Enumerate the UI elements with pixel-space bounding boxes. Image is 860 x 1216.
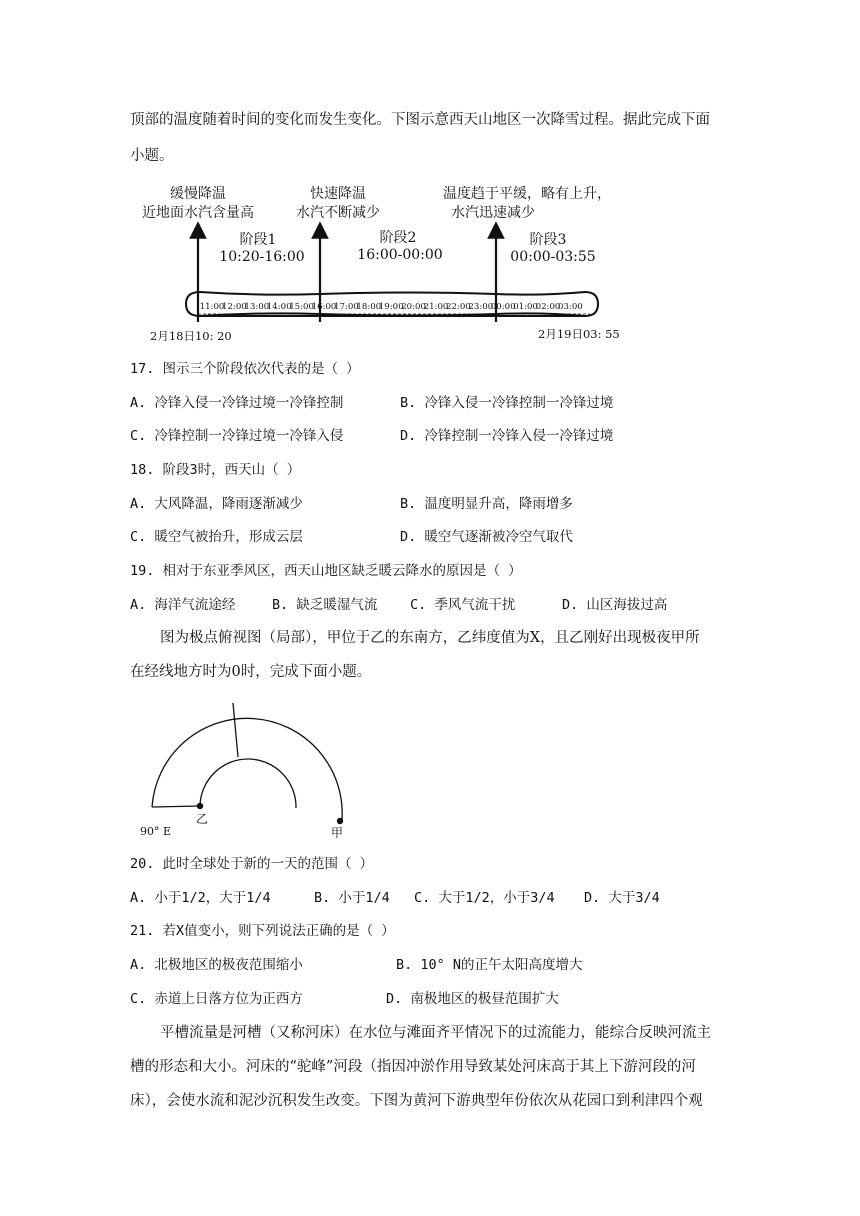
timeline-tick-label: 20:00 xyxy=(401,302,426,312)
stage-2-time: 16:00-00:00 xyxy=(357,247,443,263)
annotation-2-line-2: 水汽不断减少 xyxy=(296,205,380,221)
q20-stem: 20. 此时全球处于新的一天的范围（ ） xyxy=(130,856,374,872)
q19-stem: 19. 相对于东亚季风区，西天山地区缺乏暖云降水的原因是（ ） xyxy=(130,563,522,579)
q18-option-d: D. 暖空气逐渐被冷空气取代 xyxy=(400,529,573,545)
q19-option-c: C. 季风气流干扰 xyxy=(410,597,516,613)
q18-stem: 18. 阶段3时，西天山（ ） xyxy=(130,462,301,478)
q21-option-b: B. 10° N的正午太阳高度增大 xyxy=(396,957,583,973)
timeline-tick-label: 17:00 xyxy=(334,302,359,312)
timeline-tick-label: 23:00 xyxy=(468,302,494,312)
annotation-2-line-1: 快速降温 xyxy=(310,186,366,202)
timeline-tick-label: 02:00 xyxy=(535,302,561,312)
stage-1-name: 阶段1 xyxy=(239,232,277,248)
label-yi: 乙 xyxy=(196,812,209,826)
timeline-tick-label: 21:00 xyxy=(423,302,449,312)
annotation-1-line-1: 缓慢降温 xyxy=(170,186,226,202)
intro2-line-2: 在经线地方时为0时，完成下面小题。 xyxy=(130,664,372,680)
q19-option-a: A. 海洋气流途经 xyxy=(130,597,236,613)
start-time-label: 2月18日10: 20 xyxy=(150,329,232,343)
stage-2-name: 阶段2 xyxy=(379,230,417,246)
label-jia: 甲 xyxy=(331,826,344,840)
intro-line-2: 小题。 xyxy=(130,148,174,164)
q19-option-b: B. 缺乏暖湿气流 xyxy=(272,597,378,613)
q17-option-d: D. 冷锋控制一冷锋入侵一冷锋过境 xyxy=(400,428,614,444)
q21-option-d: D. 南极地区的极昼范围扩大 xyxy=(386,991,559,1007)
timeline-tick-label: 00:00 xyxy=(490,302,516,312)
meridian-line xyxy=(233,703,238,757)
q21-stem: 21. 若X值变小，则下列说法正确的是（ ） xyxy=(130,923,395,939)
stage-1-time: 10:20-16:00 xyxy=(219,249,305,265)
polar-view-figure xyxy=(130,695,390,845)
annotation-1-line-2: 近地面水汽含量高 xyxy=(142,205,254,221)
timeline-tick-label: 16:00 xyxy=(311,302,337,312)
intro3-line-2: 槽的形态和大小。河床的“驼峰”河段（指因冲淤作用导致某处河床高于其上下游河段的河 xyxy=(130,1059,696,1075)
q17-option-b: B. 冷锋入侵一冷锋控制一冷锋过境 xyxy=(400,395,614,411)
timeline-tick-label: 15:00 xyxy=(289,302,314,312)
q21-option-a: A. 北极地区的极夜范围缩小 xyxy=(130,957,303,973)
q18-option-b: B. 温度明显升高，降雨增多 xyxy=(400,496,573,512)
snowfall-timeline-figure xyxy=(0,178,860,348)
timeline-tick-label: 22:00 xyxy=(446,302,471,312)
q18-option-a: A. 大风降温，降雨逐渐减少 xyxy=(130,496,303,512)
q17-option-c: C. 冷锋控制一冷锋过境一冷锋入侵 xyxy=(130,428,344,444)
outer-arc xyxy=(152,718,342,820)
q19-option-d: D. 山区海拔过高 xyxy=(562,597,668,613)
label-90e: 90° E xyxy=(140,825,172,838)
point-jia xyxy=(337,818,343,824)
timeline-tick-label: 13:00 xyxy=(244,302,270,312)
timeline-tick-label: 18:00 xyxy=(356,302,382,312)
inner-arc xyxy=(200,759,296,808)
q17-stem: 17. 图示三个阶段依次代表的是（ ） xyxy=(130,361,360,377)
intro3-line-3: 床），会使水流和泥沙沉积发生改变。下图为黄河下游典型年份依次从花园口到利津四个观 xyxy=(130,1093,703,1109)
q18-option-c: C. 暖空气被抬升，形成云层 xyxy=(130,529,303,545)
ground-line xyxy=(152,806,200,807)
intro2-line-1: 图为极点俯视图（局部），甲位于乙的东南方，乙纬度值为X，且乙刚好出现极夜甲所 xyxy=(160,630,700,646)
q20-option-d: D. 大于3/4 xyxy=(584,890,660,906)
timeline-tick-label: 11:00 xyxy=(199,302,225,312)
timeline-tick-label: 03:00 xyxy=(558,302,583,312)
annotation-3-line-1: 温度趋于平缓，略有上升， xyxy=(443,186,611,202)
q20-option-a: A. 小于1/2，大于1/4 xyxy=(130,890,271,906)
intro-line-1: 顶部的温度随着时间的变化而发生变化。下图示意西天山地区一次降雪过程。据此完成下面 xyxy=(130,112,710,128)
timeline-tick-label: 19:00 xyxy=(378,302,404,312)
stage-3-name: 阶段3 xyxy=(529,232,567,248)
timeline-tick-label: 01:00 xyxy=(513,302,538,312)
timeline-tick-label: 12:00 xyxy=(222,302,247,312)
end-time-label: 2月19日03: 55 xyxy=(538,327,620,341)
q17-option-a: A. 冷锋入侵一冷锋过境一冷锋控制 xyxy=(130,395,344,411)
annotation-3-line-2: 水汽迅速减少 xyxy=(451,205,535,221)
q20-option-c: C. 大于1/2，小于3/4 xyxy=(414,890,555,906)
q20-option-b: B. 小于1/4 xyxy=(314,890,390,906)
intro3-line-1: 平槽流量是河槽（又称河床）在水位与滩面齐平情况下的过流能力，能综合反映河流主 xyxy=(160,1025,711,1041)
timeline-tick-label: 14:00 xyxy=(266,302,292,312)
q21-option-c: C. 赤道上日落方位为正西方 xyxy=(130,991,303,1007)
stage-3-time: 00:00-03:55 xyxy=(510,249,596,265)
point-yi xyxy=(197,803,203,809)
